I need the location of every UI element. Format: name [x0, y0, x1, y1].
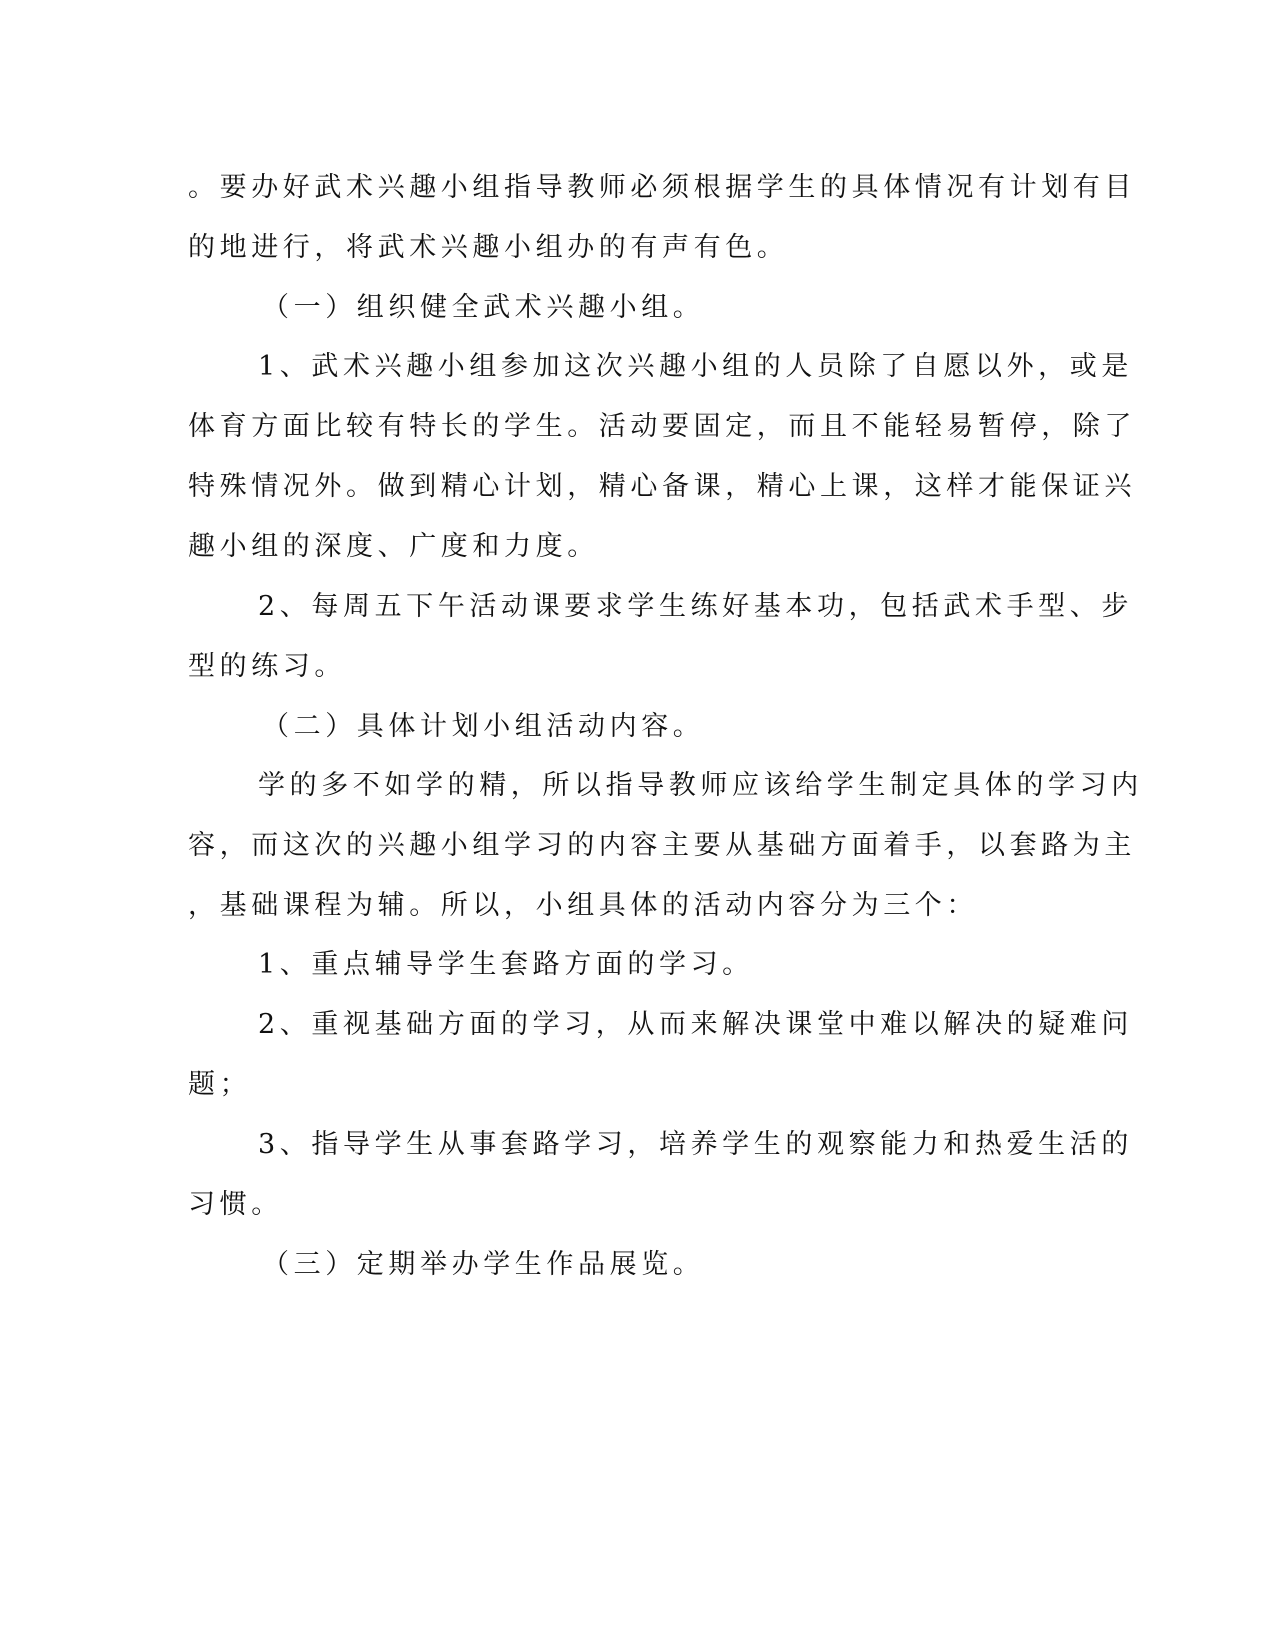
- paragraph-line: ，基础课程为辅。所以，小组具体的活动内容分为三个：: [188, 890, 978, 921]
- paragraph-line: 的地进行，将武术兴趣小组办的有声有色。: [188, 232, 789, 263]
- section-heading-1: （一）组织健全武术兴趣小组。: [262, 292, 705, 323]
- list-item-line: 2、每周五下午活动课要求学生练好基本功，包括武术手型、步: [258, 591, 1133, 622]
- list-item-line: 2、重视基础方面的学习，从而来解决课堂中难以解决的疑难问: [258, 1009, 1133, 1040]
- paragraph-line: 题；: [188, 1069, 252, 1100]
- list-item-line: 1、武术兴趣小组参加这次兴趣小组的人员除了自愿以外，或是: [258, 351, 1133, 382]
- paragraph-line: 趣小组的深度、广度和力度。: [188, 531, 599, 562]
- paragraph-line: 容，而这次的兴趣小组学习的内容主要从基础方面着手，以套路为主: [188, 830, 1136, 861]
- section-heading-3: （三）定期举办学生作品展览。: [262, 1249, 705, 1280]
- paragraph-line: 型的练习。: [188, 651, 346, 682]
- section-heading-2: （二）具体计划小组活动内容。: [262, 711, 705, 742]
- paragraph-line: 学的多不如学的精，所以指导教师应该给学生制定具体的学习内: [258, 770, 1143, 801]
- paragraph-line: 习惯。: [188, 1189, 283, 1220]
- paragraph-line: 体育方面比较有特长的学生。活动要固定，而且不能轻易暂停，除了: [188, 411, 1136, 442]
- list-item-line: 3、指导学生从事套路学习，培养学生的观察能力和热爱生活的: [258, 1129, 1133, 1160]
- list-item-line: 1、重点辅导学生套路方面的学习。: [258, 949, 754, 980]
- paragraph-line: 。要办好武术兴趣小组指导教师必须根据学生的具体情况有计划有目: [188, 172, 1136, 203]
- paragraph-line: 特殊情况外。做到精心计划，精心备课，精心上课，这样才能保证兴: [188, 471, 1136, 502]
